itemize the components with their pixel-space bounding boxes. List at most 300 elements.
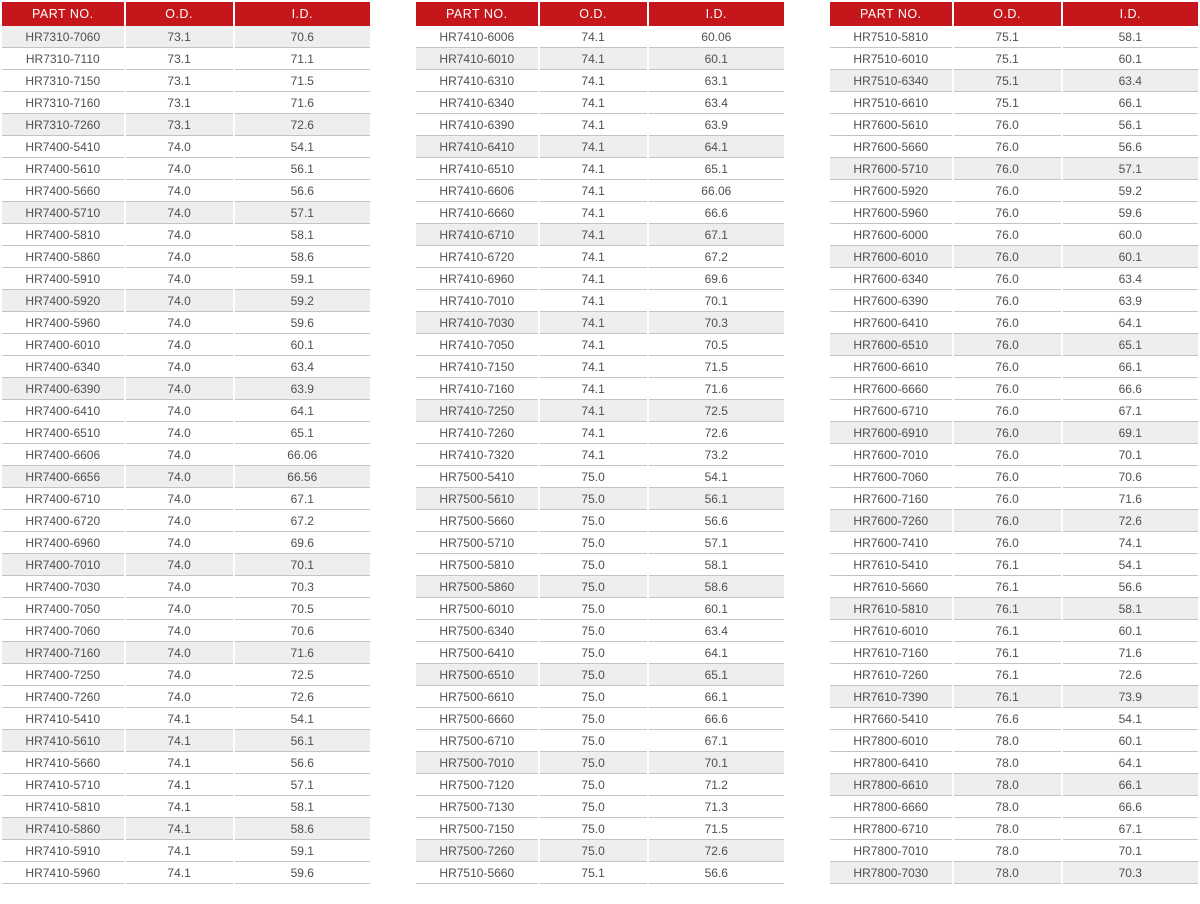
od-cell: 75.0 [540, 752, 647, 774]
od-cell: 74.1 [540, 356, 647, 378]
part-no-cell: HR7400-6340 [2, 356, 124, 378]
od-cell: 75.0 [540, 532, 647, 554]
table-row [830, 466, 1198, 488]
part-no-cell: HR7410-7160 [416, 378, 538, 400]
od-cell: 74.0 [126, 686, 233, 708]
id-cell: 65.1 [1063, 334, 1198, 356]
id-cell: 67.1 [1063, 818, 1198, 840]
part-no-cell: HR7400-5860 [2, 246, 124, 268]
table-row [830, 488, 1198, 510]
id-cell: 56.6 [649, 510, 784, 532]
part-no-cell: HR7600-7060 [830, 466, 952, 488]
table-row [830, 752, 1198, 774]
column-header-od: O.D. [954, 2, 1061, 26]
part-no-cell: HR7400-5960 [2, 312, 124, 334]
part-no-cell: HR7410-5610 [2, 730, 124, 752]
id-cell: 64.1 [235, 400, 370, 422]
od-cell: 75.1 [954, 70, 1061, 92]
od-cell: 74.1 [540, 92, 647, 114]
table-row [2, 576, 370, 598]
table-row [830, 334, 1198, 356]
table-row [2, 202, 370, 224]
part-no-cell: HR7500-5860 [416, 576, 538, 598]
id-cell: 71.1 [235, 48, 370, 70]
od-cell: 74.0 [126, 268, 233, 290]
od-cell: 74.1 [540, 48, 647, 70]
table-row [830, 730, 1198, 752]
id-cell: 71.6 [1063, 642, 1198, 664]
od-cell: 74.0 [126, 664, 233, 686]
table-row [2, 92, 370, 114]
od-cell: 76.0 [954, 114, 1061, 136]
id-cell: 58.1 [1063, 598, 1198, 620]
table-row [2, 246, 370, 268]
od-cell: 74.0 [126, 620, 233, 642]
table-row [830, 180, 1198, 202]
od-cell: 74.0 [126, 554, 233, 576]
id-cell: 67.1 [649, 730, 784, 752]
part-no-cell: HR7400-6960 [2, 532, 124, 554]
od-cell: 74.0 [126, 290, 233, 312]
part-no-cell: HR7600-7010 [830, 444, 952, 466]
part-no-cell: HR7500-5410 [416, 466, 538, 488]
part-no-cell: HR7410-7150 [416, 356, 538, 378]
part-no-cell: HR7500-6610 [416, 686, 538, 708]
od-cell: 74.1 [540, 334, 647, 356]
part-no-cell: HR7610-5660 [830, 576, 952, 598]
table-row [416, 532, 784, 554]
od-cell: 74.0 [126, 378, 233, 400]
table-row [416, 752, 784, 774]
part-no-cell: HR7400-7050 [2, 598, 124, 620]
od-cell: 74.1 [540, 246, 647, 268]
od-cell: 75.0 [540, 686, 647, 708]
od-cell: 73.1 [126, 114, 233, 136]
part-no-cell: HR7410-7030 [416, 312, 538, 334]
table-row [416, 620, 784, 642]
id-cell: 67.1 [649, 224, 784, 246]
table-row [416, 642, 784, 664]
od-cell: 76.1 [954, 576, 1061, 598]
od-cell: 76.1 [954, 554, 1061, 576]
id-cell: 63.4 [235, 356, 370, 378]
id-cell: 70.1 [1063, 840, 1198, 862]
od-cell: 74.0 [126, 136, 233, 158]
od-cell: 75.0 [540, 796, 647, 818]
table-row [2, 312, 370, 334]
table-body-3 [830, 26, 1198, 884]
id-cell: 60.06 [649, 26, 784, 48]
table-row [416, 444, 784, 466]
od-cell: 74.1 [126, 708, 233, 730]
table-row [830, 840, 1198, 862]
id-cell: 70.1 [649, 290, 784, 312]
part-no-cell: HR7500-6660 [416, 708, 538, 730]
id-cell: 72.5 [649, 400, 784, 422]
id-cell: 54.1 [649, 466, 784, 488]
part-no-cell: HR7600-6910 [830, 422, 952, 444]
table-row [416, 48, 784, 70]
part-no-cell: HR7600-6340 [830, 268, 952, 290]
part-no-cell: HR7400-6390 [2, 378, 124, 400]
table-row [416, 114, 784, 136]
part-no-cell: HR7410-5410 [2, 708, 124, 730]
id-cell: 67.1 [235, 488, 370, 510]
od-cell: 74.0 [126, 400, 233, 422]
id-cell: 71.5 [649, 818, 784, 840]
id-cell: 59.2 [235, 290, 370, 312]
od-cell: 75.0 [540, 642, 647, 664]
id-cell: 63.4 [649, 92, 784, 114]
part-no-cell: HR7410-6006 [416, 26, 538, 48]
id-cell: 59.2 [1063, 180, 1198, 202]
id-cell: 70.6 [235, 26, 370, 48]
id-cell: 70.1 [235, 554, 370, 576]
table-row [416, 158, 784, 180]
od-cell: 75.0 [540, 774, 647, 796]
id-cell: 66.56 [235, 466, 370, 488]
od-cell: 74.1 [540, 444, 647, 466]
od-cell: 76.0 [954, 180, 1061, 202]
table-row [2, 334, 370, 356]
od-cell: 74.1 [540, 268, 647, 290]
id-cell: 60.1 [649, 598, 784, 620]
od-cell: 76.0 [954, 334, 1061, 356]
id-cell: 54.1 [235, 136, 370, 158]
table-row [2, 356, 370, 378]
id-cell: 58.6 [235, 246, 370, 268]
table-row [830, 510, 1198, 532]
id-cell: 58.6 [649, 576, 784, 598]
table-row [2, 752, 370, 774]
id-cell: 63.4 [1063, 268, 1198, 290]
part-no-cell: HR7600-6010 [830, 246, 952, 268]
part-no-cell: HR7660-5410 [830, 708, 952, 730]
id-cell: 56.1 [649, 488, 784, 510]
id-cell: 58.1 [1063, 26, 1198, 48]
id-cell: 66.6 [1063, 378, 1198, 400]
id-cell: 58.1 [235, 796, 370, 818]
id-cell: 70.5 [235, 598, 370, 620]
id-cell: 70.3 [649, 312, 784, 334]
od-cell: 74.1 [126, 818, 233, 840]
id-cell: 65.1 [235, 422, 370, 444]
part-no-cell: HR7410-6720 [416, 246, 538, 268]
table-row [2, 422, 370, 444]
table-row [2, 598, 370, 620]
part-no-cell: HR7500-6340 [416, 620, 538, 642]
column-header-id: I.D. [235, 2, 370, 26]
part-no-cell: HR7410-5960 [2, 862, 124, 884]
table-row [416, 246, 784, 268]
part-no-cell: HR7600-6000 [830, 224, 952, 246]
table-row [416, 92, 784, 114]
id-cell: 58.1 [235, 224, 370, 246]
part-no-cell: HR7510-5660 [416, 862, 538, 884]
table-row [2, 488, 370, 510]
table-row [830, 268, 1198, 290]
id-cell: 58.1 [649, 554, 784, 576]
id-cell: 67.2 [649, 246, 784, 268]
table-row [2, 180, 370, 202]
od-cell: 78.0 [954, 730, 1061, 752]
table-row [2, 686, 370, 708]
od-cell: 74.1 [540, 312, 647, 334]
od-cell: 74.1 [540, 158, 647, 180]
part-no-cell: HR7600-7260 [830, 510, 952, 532]
part-no-cell: HR7500-7130 [416, 796, 538, 818]
id-cell: 72.6 [649, 422, 784, 444]
id-cell: 60.1 [1063, 246, 1198, 268]
column-header-od: O.D. [540, 2, 647, 26]
table-row [416, 664, 784, 686]
id-cell: 72.6 [1063, 664, 1198, 686]
part-no-cell: HR7600-7410 [830, 532, 952, 554]
part-no-cell: HR7500-7120 [416, 774, 538, 796]
part-no-cell: HR7410-5810 [2, 796, 124, 818]
od-cell: 75.0 [540, 576, 647, 598]
table-row [416, 774, 784, 796]
part-no-cell: HR7510-6340 [830, 70, 952, 92]
table-row [830, 796, 1198, 818]
od-cell: 75.0 [540, 488, 647, 510]
table-row [416, 554, 784, 576]
id-cell: 56.6 [1063, 576, 1198, 598]
column-header-id: I.D. [649, 2, 784, 26]
table-row [830, 554, 1198, 576]
part-no-cell: HR7600-5920 [830, 180, 952, 202]
id-cell: 71.6 [235, 92, 370, 114]
part-no-cell: HR7500-6410 [416, 642, 538, 664]
part-no-cell: HR7400-7030 [2, 576, 124, 598]
od-cell: 76.0 [954, 422, 1061, 444]
id-cell: 57.1 [1063, 158, 1198, 180]
table-row [416, 202, 784, 224]
part-no-cell: HR7800-7030 [830, 862, 952, 884]
od-cell: 76.0 [954, 268, 1061, 290]
part-no-cell: HR7800-6710 [830, 818, 952, 840]
part-no-cell: HR7600-6660 [830, 378, 952, 400]
od-cell: 74.1 [540, 224, 647, 246]
od-cell: 74.0 [126, 158, 233, 180]
part-no-cell: HR7400-6410 [2, 400, 124, 422]
od-cell: 74.1 [126, 862, 233, 884]
od-cell: 73.1 [126, 48, 233, 70]
table-row [2, 532, 370, 554]
od-cell: 76.1 [954, 642, 1061, 664]
od-cell: 76.0 [954, 466, 1061, 488]
header-row [416, 2, 784, 26]
id-cell: 60.1 [649, 48, 784, 70]
part-no-cell: HR7410-7050 [416, 334, 538, 356]
table-row [416, 510, 784, 532]
table-row [416, 70, 784, 92]
part-no-cell: HR7500-6510 [416, 664, 538, 686]
od-cell: 75.0 [540, 708, 647, 730]
table-row [830, 422, 1198, 444]
od-cell: 73.1 [126, 92, 233, 114]
parts-table-3 [828, 2, 1200, 884]
table-row [416, 290, 784, 312]
table-row [2, 136, 370, 158]
table-row [830, 48, 1198, 70]
part-no-cell: HR7310-7060 [2, 26, 124, 48]
part-no-cell: HR7410-6010 [416, 48, 538, 70]
part-no-cell: HR7500-6710 [416, 730, 538, 752]
od-cell: 76.0 [954, 224, 1061, 246]
od-cell: 74.0 [126, 510, 233, 532]
table-row [830, 862, 1198, 884]
table-row [830, 774, 1198, 796]
part-no-cell: HR7610-7260 [830, 664, 952, 686]
od-cell: 74.0 [126, 532, 233, 554]
od-cell: 75.0 [540, 664, 647, 686]
part-no-cell: HR7600-6390 [830, 290, 952, 312]
table-row [2, 290, 370, 312]
part-no-cell: HR7310-7160 [2, 92, 124, 114]
od-cell: 74.0 [126, 598, 233, 620]
od-cell: 73.1 [126, 26, 233, 48]
id-cell: 59.6 [1063, 202, 1198, 224]
id-cell: 66.6 [649, 708, 784, 730]
part-no-cell: HR7610-5810 [830, 598, 952, 620]
header-row [2, 2, 370, 26]
table-row [416, 224, 784, 246]
table-row [2, 70, 370, 92]
table-row [830, 664, 1198, 686]
od-cell: 76.0 [954, 158, 1061, 180]
id-cell: 60.1 [235, 334, 370, 356]
od-cell: 74.0 [126, 444, 233, 466]
part-no-cell: HR7400-6010 [2, 334, 124, 356]
table-row [416, 576, 784, 598]
part-no-cell: HR7600-5710 [830, 158, 952, 180]
part-no-cell: HR7410-6340 [416, 92, 538, 114]
id-cell: 59.1 [235, 840, 370, 862]
id-cell: 66.1 [1063, 774, 1198, 796]
part-no-cell: HR7400-5920 [2, 290, 124, 312]
part-no-cell: HR7410-6606 [416, 180, 538, 202]
id-cell: 70.1 [1063, 444, 1198, 466]
od-cell: 76.0 [954, 444, 1061, 466]
od-cell: 75.0 [540, 466, 647, 488]
part-no-cell: HR7410-5710 [2, 774, 124, 796]
part-no-cell: HR7310-7260 [2, 114, 124, 136]
table-row [416, 312, 784, 334]
table-row [830, 224, 1198, 246]
id-cell: 60.0 [1063, 224, 1198, 246]
part-no-cell: HR7410-7320 [416, 444, 538, 466]
table-row [830, 708, 1198, 730]
od-cell: 75.0 [540, 818, 647, 840]
id-cell: 71.6 [235, 642, 370, 664]
id-cell: 71.3 [649, 796, 784, 818]
table-row [830, 246, 1198, 268]
id-cell: 66.06 [235, 444, 370, 466]
table-row [2, 642, 370, 664]
part-no-cell: HR7600-6410 [830, 312, 952, 334]
part-no-cell: HR7410-7260 [416, 422, 538, 444]
table-row [2, 378, 370, 400]
od-cell: 78.0 [954, 796, 1061, 818]
part-no-cell: HR7400-7260 [2, 686, 124, 708]
id-cell: 54.1 [1063, 554, 1198, 576]
od-cell: 75.0 [540, 840, 647, 862]
id-cell: 54.1 [1063, 708, 1198, 730]
id-cell: 56.6 [649, 862, 784, 884]
table-row [830, 642, 1198, 664]
table-row [416, 466, 784, 488]
od-cell: 74.0 [126, 312, 233, 334]
column-header-id: I.D. [1063, 2, 1198, 26]
od-cell: 75.1 [540, 862, 647, 884]
part-no-cell: HR7400-7010 [2, 554, 124, 576]
table-body-1 [2, 26, 370, 884]
od-cell: 76.1 [954, 664, 1061, 686]
part-no-cell: HR7500-7260 [416, 840, 538, 862]
od-cell: 78.0 [954, 862, 1061, 884]
id-cell: 64.1 [649, 136, 784, 158]
id-cell: 63.9 [235, 378, 370, 400]
table-row [830, 400, 1198, 422]
part-no-cell: HR7500-5660 [416, 510, 538, 532]
od-cell: 74.1 [126, 796, 233, 818]
id-cell: 56.6 [235, 752, 370, 774]
table-row [2, 796, 370, 818]
id-cell: 59.6 [235, 312, 370, 334]
od-cell: 74.0 [126, 642, 233, 664]
part-no-cell: HR7510-6010 [830, 48, 952, 70]
table-body-2 [416, 26, 784, 884]
od-cell: 74.1 [540, 290, 647, 312]
table-row [830, 576, 1198, 598]
part-no-cell: HR7400-7250 [2, 664, 124, 686]
od-cell: 78.0 [954, 752, 1061, 774]
parts-table-1 [0, 2, 372, 884]
part-no-cell: HR7400-6710 [2, 488, 124, 510]
id-cell: 72.6 [649, 840, 784, 862]
table-row [830, 818, 1198, 840]
od-cell: 74.1 [540, 180, 647, 202]
part-no-cell: HR7410-7010 [416, 290, 538, 312]
header-row [830, 2, 1198, 26]
table-row [830, 158, 1198, 180]
od-cell: 74.1 [126, 840, 233, 862]
part-no-cell: HR7400-5810 [2, 224, 124, 246]
id-cell: 70.6 [235, 620, 370, 642]
id-cell: 69.1 [1063, 422, 1198, 444]
table-row [416, 862, 784, 884]
od-cell: 78.0 [954, 818, 1061, 840]
id-cell: 71.6 [1063, 488, 1198, 510]
part-no-cell: HR7400-6720 [2, 510, 124, 532]
od-cell: 74.0 [126, 202, 233, 224]
id-cell: 66.6 [649, 202, 784, 224]
id-cell: 64.1 [649, 642, 784, 664]
od-cell: 74.1 [540, 378, 647, 400]
id-cell: 63.9 [649, 114, 784, 136]
id-cell: 71.6 [649, 378, 784, 400]
part-no-cell: HR7600-5660 [830, 136, 952, 158]
od-cell: 74.0 [126, 246, 233, 268]
table-row [2, 774, 370, 796]
od-cell: 74.1 [540, 400, 647, 422]
id-cell: 70.5 [649, 334, 784, 356]
od-cell: 74.1 [540, 136, 647, 158]
od-cell: 78.0 [954, 840, 1061, 862]
table-row [2, 730, 370, 752]
part-no-cell: HR7500-7010 [416, 752, 538, 774]
